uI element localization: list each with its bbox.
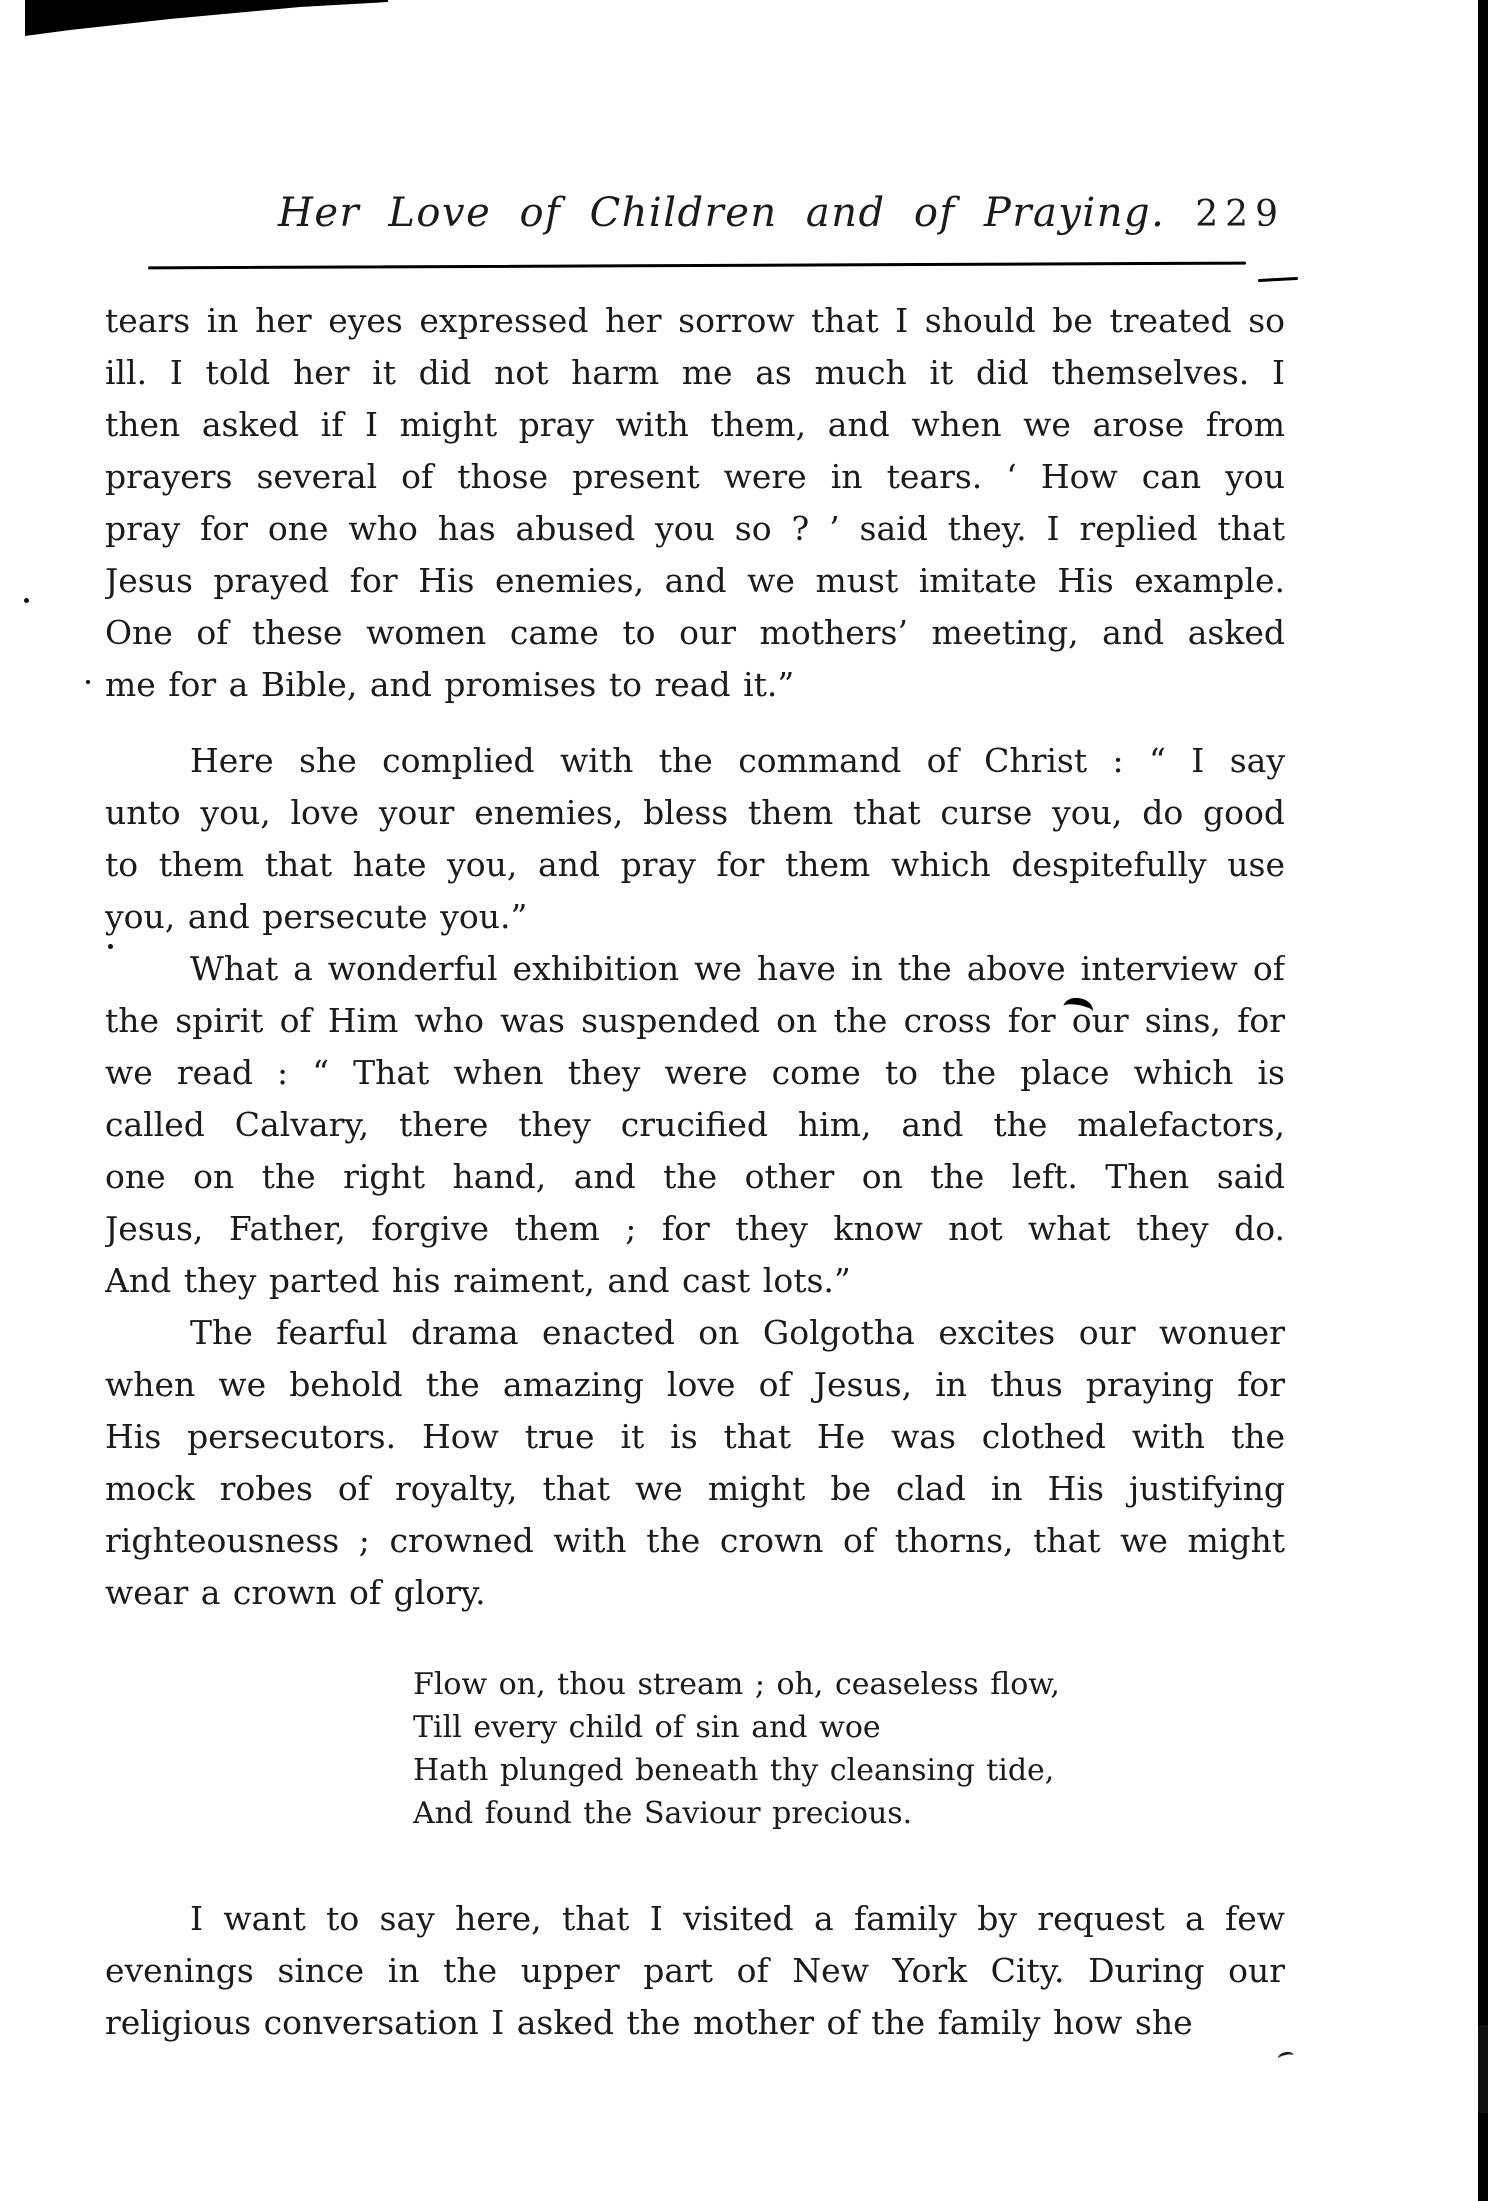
text-line: tears in her eyes expressed her sorrow that I should be treated so bbox=[105, 301, 1285, 340]
text-line: religious conversation I asked the mother of the family how she bbox=[105, 2003, 1193, 2042]
ink-speck bbox=[86, 680, 90, 684]
text-line: Flow on, thou stream ; oh, ceaseless flow, bbox=[413, 1667, 1060, 1702]
text-line: the spirit of Him who was suspended on the cross for our sins, for bbox=[105, 1001, 1285, 1040]
text-line: Hath plunged beneath thy cleansing tide, bbox=[413, 1753, 1055, 1788]
running-title: Her Love of Children and of Praying. bbox=[277, 190, 1166, 236]
text-line: Jesus prayed for His enemies, and we must imitate His example. bbox=[105, 561, 1285, 600]
paragraph bbox=[105, 1893, 1285, 2049]
text-line: we read : “ That when they were come to the place which is bbox=[105, 1053, 1285, 1092]
text-line: And they parted his raiment, and cast lots.” bbox=[105, 1261, 851, 1300]
text-line: to them that hate you, and pray for them which despitefully use bbox=[105, 845, 1285, 884]
text-line: me for a Bible, and promises to read it.” bbox=[105, 665, 795, 704]
text-line: prayers several of those present were in tears. ‘ How can you bbox=[105, 457, 1285, 496]
ink-accent-artifact bbox=[1277, 2050, 1295, 2063]
text-line: evenings since in the upper part of New York City. During our bbox=[105, 1951, 1285, 1990]
text-line: one on the right hand, and the other on the left. Then said bbox=[105, 1157, 1285, 1196]
text-line: righteousness ; crowned with the crown of thorns, that we might bbox=[105, 1521, 1285, 1560]
header-rule-dash bbox=[1258, 277, 1298, 282]
scan-edge-line-artifact bbox=[1478, 0, 1488, 2201]
poem-stanza bbox=[413, 1663, 1285, 1835]
text-line: His persecutors. How true it is that He was clothed with the bbox=[105, 1417, 1285, 1456]
text-line: Jesus, Father, forgive them ; for they know not what they do. bbox=[105, 1209, 1285, 1248]
text-line: wear a crown of glory. bbox=[105, 1573, 486, 1612]
text-line: pray for one who has abused you so ? ’ said they. I replied that bbox=[105, 509, 1285, 548]
text-line: I want to say here, that I visited a family by request a few bbox=[190, 1899, 1285, 1938]
page-header bbox=[105, 190, 1285, 246]
text-line: The fearful drama enacted on Golgotha excites our wonuer bbox=[190, 1313, 1285, 1352]
page-number: 229 bbox=[1195, 194, 1285, 235]
paragraph bbox=[105, 1307, 1285, 1619]
ink-speck bbox=[108, 944, 113, 949]
text-line: Here she complied with the command of Christ : “ I say bbox=[190, 741, 1285, 780]
text-line: And found the Saviour precious. bbox=[413, 1796, 913, 1831]
paragraph bbox=[105, 943, 1285, 1307]
text-line: called Calvary, there they crucified him, and the malefactors, bbox=[105, 1105, 1285, 1144]
ink-speck bbox=[24, 598, 29, 603]
text-line: mock robes of royalty, that we might be clad in His justifying bbox=[105, 1469, 1285, 1508]
text-line: unto you, love your enemies, bless them that curse you, do good bbox=[105, 793, 1285, 832]
text-line: What a wonderful exhibition we have in the above interview of bbox=[190, 949, 1285, 988]
page-body bbox=[105, 295, 1285, 2049]
text-line: Till every child of sin and woe bbox=[413, 1710, 881, 1745]
scan-corner-ink-artifact bbox=[0, 0, 400, 44]
paragraph bbox=[105, 735, 1285, 943]
paragraph-continued bbox=[105, 295, 1285, 711]
text-line: ill. I told her it did not harm me as much it did themselves. I bbox=[105, 353, 1285, 392]
text-line: you, and persecute you.” bbox=[105, 897, 528, 936]
text-line: then asked if I might pray with them, and when we arose from bbox=[105, 405, 1285, 444]
text-line: One of these women came to our mothers’ meeting, and asked bbox=[105, 613, 1285, 652]
header-rule bbox=[148, 262, 1246, 270]
text-line: when we behold the amazing love of Jesus, in thus praying for bbox=[105, 1365, 1285, 1404]
